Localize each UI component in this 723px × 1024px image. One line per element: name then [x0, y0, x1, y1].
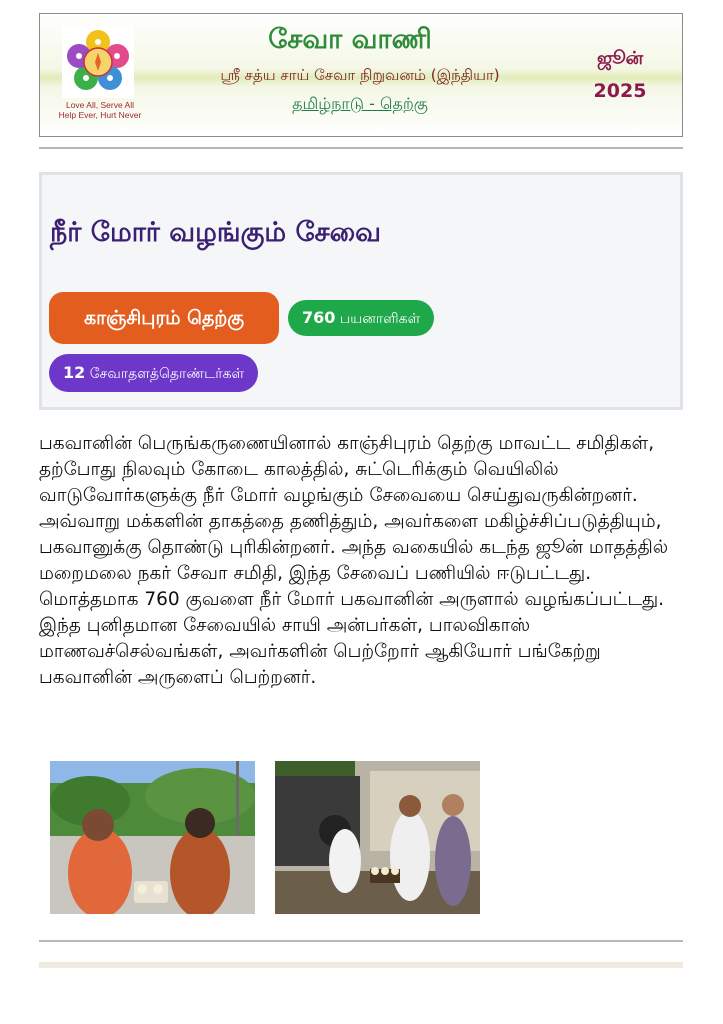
volunteers-count: 12 — [63, 363, 86, 382]
service-photo-roadside — [50, 761, 255, 914]
volunteers-label: சேவாதளத்தொண்டர்கள் — [89, 366, 245, 382]
organization-name: ஸ்ரீ சத்ய சாய் சேவா நிறுவனம் (இந்தியா) — [220, 66, 500, 84]
logo-tagline — [50, 100, 150, 120]
newsletter-header — [39, 13, 683, 137]
beneficiaries-count: 760 — [302, 308, 336, 327]
service-title: நீர் மோர் வழங்கும் சேவை — [50, 217, 382, 248]
region-link[interactable]: தமிழ்நாடு - தெற்கு — [292, 94, 428, 113]
article-paragraph: பகவானின் பெருங்கருணையினால் காஞ்சிபுரம் தெற்கு மாவட்ட சமிதிகள், தற்போது நிலவும் கோடை காலத்தில், சுட்டெரிக்கும் வெயிலில் வாடுவோர்களுக்கு நீர் மோர் வழங்கும் சேவையை செய்துவருகின்றனர். அவ்வாறு மக்களின் தாகத்தை தணித்தும், அவர்களை மகிழ்ச்சிப்படுத்தியும், பகவானுக்கு தொண்டு புரிகின்றனர். அந்த வகையில் கடந்த ஜூன் மாதத்தில் மறைமலை நகர் சேவா சமிதி, இந்த சேவைப் பணியில் ஈடுபட்டது. மொத்தமாக 760 குவளை நீர் மோர் பகவானின் அருளால் வழங்கப்பட்டது. இந்த புனிதமான சேவையில் சாயி அன்பர்கள், பாலவிகாஸ் மாணவச்செல்வங்கள், அவர்களின் பெற்றோர் ஆகியோர் பங்கேற்று பகவானின் அருளைப் பெற்றனர். — [39, 433, 669, 688]
beneficiaries-label: பயனாளிகள் — [339, 311, 421, 327]
tagline-line-1: Love All, Serve All — [65, 100, 135, 110]
issue-month: ஜூன் — [596, 48, 644, 69]
divider — [39, 147, 683, 149]
location-badge: காஞ்சிபுரம் தெற்கு — [49, 292, 279, 344]
issue-year: 2025 — [593, 80, 647, 102]
tagline-line-2: Help Ever, Hurt Never — [58, 110, 142, 120]
footer-bar — [39, 962, 683, 968]
service-summary-card — [39, 172, 683, 410]
newsletter-title: சேவா வாணி — [268, 24, 432, 55]
volunteers-badge — [49, 354, 258, 392]
service-photo-street-stall — [275, 761, 480, 914]
divider — [39, 940, 683, 942]
beneficiaries-badge — [288, 300, 434, 336]
sathya-sai-lotus-logo-icon — [62, 26, 134, 98]
